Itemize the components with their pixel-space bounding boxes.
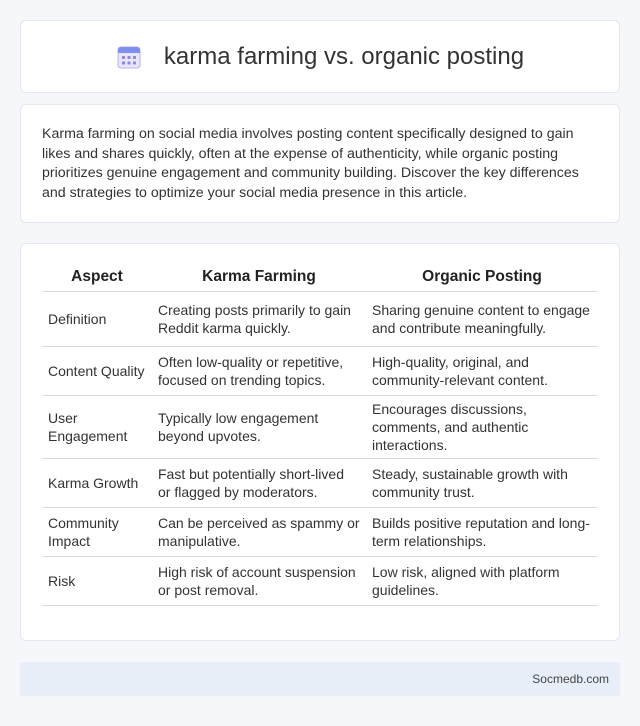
organic-posting-cell: Sharing genuine content to engage and contribute meaningfully. bbox=[366, 292, 598, 347]
intro-card bbox=[20, 104, 620, 223]
column-header-organic-posting: Organic Posting bbox=[366, 260, 598, 292]
comparison-table bbox=[42, 260, 598, 606]
karma-farming-cell: High risk of account suspension or post removal. bbox=[152, 557, 366, 606]
organic-posting-cell: Builds positive reputation and long-term relationships. bbox=[366, 508, 598, 557]
aspect-cell: Community Impact bbox=[42, 508, 152, 557]
aspect-cell: User Engagement bbox=[42, 396, 152, 459]
table-header-row bbox=[42, 260, 598, 292]
comparison-card bbox=[20, 243, 620, 641]
aspect-cell: Risk bbox=[42, 557, 152, 606]
karma-farming-cell: Often low-quality or repetitive, focused on trending topics. bbox=[152, 347, 366, 396]
footer bbox=[20, 662, 620, 696]
aspect-cell: Karma Growth bbox=[42, 459, 152, 508]
table-row bbox=[42, 459, 598, 508]
column-header-aspect: Aspect bbox=[42, 260, 152, 292]
karma-farming-cell: Fast but potentially short-lived or flagged by moderators. bbox=[152, 459, 366, 508]
title-card bbox=[20, 20, 620, 93]
organic-posting-cell: Steady, sustainable growth with community trust. bbox=[366, 459, 598, 508]
karma-farming-cell: Creating posts primarily to gain Reddit karma quickly. bbox=[152, 292, 366, 347]
calendar-icon bbox=[116, 44, 142, 70]
organic-posting-cell: Low risk, aligned with platform guidelines. bbox=[366, 557, 598, 606]
organic-posting-cell: Encourages discussions, comments, and authentic interactions. bbox=[366, 396, 598, 459]
column-header-karma-farming: Karma Farming bbox=[152, 260, 366, 292]
organic-posting-cell: High-quality, original, and community-relevant content. bbox=[366, 347, 598, 396]
page-title: karma farming vs. organic posting bbox=[163, 42, 525, 70]
karma-farming-cell: Can be perceived as spammy or manipulative. bbox=[152, 508, 366, 557]
table-row bbox=[42, 396, 598, 459]
footer-site-link[interactable]: Socmedb.com bbox=[532, 672, 609, 686]
aspect-cell: Definition bbox=[42, 292, 152, 347]
table-row bbox=[42, 508, 598, 557]
table-row bbox=[42, 347, 598, 396]
table-row bbox=[42, 292, 598, 347]
table-row bbox=[42, 557, 598, 606]
aspect-cell: Content Quality bbox=[42, 347, 152, 396]
intro-text: Karma farming on social media involves posting content specifically designed to gain likes and shares quickly, often at the expense of authenticity, while organic posting prioritizes genuine engagement and community building. Discover the key differences and strategies to optimize your social media presence in this article. bbox=[42, 126, 579, 201]
karma-farming-cell: Typically low engagement beyond upvotes. bbox=[152, 396, 366, 459]
